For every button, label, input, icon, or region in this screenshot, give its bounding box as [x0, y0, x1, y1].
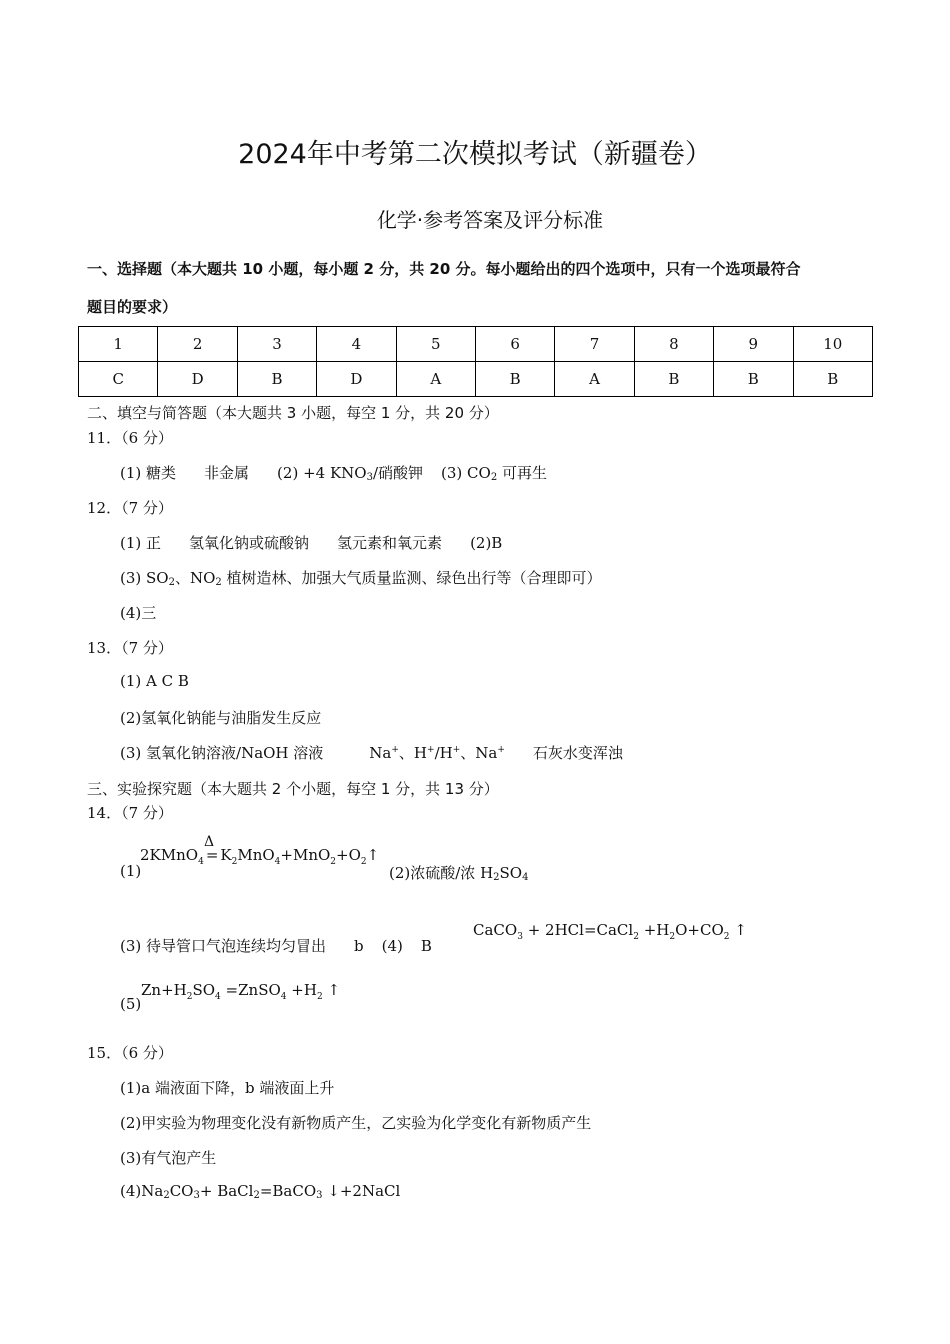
- subscript: 4: [215, 992, 221, 1002]
- answer-table-answer-row: [79, 362, 873, 397]
- table-cell: A: [396, 362, 475, 397]
- q13-label: 13．（7 分）: [87, 639, 173, 657]
- text-span: (2)B: [470, 534, 503, 552]
- q13-line1: (1) A C B: [120, 672, 189, 690]
- subscript: 2: [493, 872, 500, 883]
- superscript: +: [452, 745, 461, 755]
- text-span: (3) SO: [120, 569, 169, 587]
- text-span: 、Na: [460, 744, 498, 762]
- superscript: +: [427, 745, 435, 755]
- text-span: (4)Na: [120, 1182, 164, 1200]
- text-span: (3) CO: [441, 464, 491, 482]
- text-span: (4): [381, 937, 403, 955]
- text-span: SO: [192, 981, 216, 999]
- text-span: /H: [434, 744, 453, 762]
- text-span: =BaCO: [259, 1182, 317, 1200]
- text-span: 氢氧化钠或硫酸钠: [189, 534, 310, 552]
- table-cell: 10: [793, 327, 872, 362]
- section2-heading: 二、填空与简答题（本大题共 3 小题，每空 1 分，共 20 分）: [87, 404, 499, 422]
- subscript: 3: [316, 1190, 323, 1201]
- subscript: 2: [215, 577, 222, 588]
- text-span: (2)浓硫酸/浓 H: [389, 864, 494, 882]
- subscript: 2: [723, 932, 730, 942]
- text-span: 可再生: [497, 464, 547, 482]
- subscript: 4: [198, 857, 204, 867]
- subscript: 2: [316, 992, 323, 1002]
- text-span: +H: [638, 921, 670, 939]
- table-cell: 5: [396, 327, 475, 362]
- table-cell: 4: [317, 327, 396, 362]
- q14-line3-num: (5): [120, 995, 142, 1013]
- subscript: 2: [490, 472, 498, 483]
- table-cell: C: [79, 362, 158, 397]
- gas-arrow-icon: ↑: [322, 981, 341, 999]
- text-span: CaCO: [473, 921, 518, 939]
- subscript: 2: [163, 1190, 170, 1201]
- q14-line1-num: (1): [120, 862, 142, 880]
- section1-heading-cont: 题目的要求）: [87, 298, 178, 316]
- q14-equation-1: [140, 846, 379, 867]
- table-cell: D: [158, 362, 237, 397]
- text-span: K: [220, 846, 232, 864]
- table-cell: A: [555, 362, 634, 397]
- text-span: /硝酸钾: [372, 464, 424, 482]
- answer-table: [78, 326, 873, 397]
- subscript: 2: [231, 857, 238, 867]
- subscript: 4: [280, 992, 287, 1002]
- q15-line3: (3)有气泡产生: [120, 1149, 217, 1167]
- subscript: 4: [522, 872, 529, 883]
- text-span: (3) 氢氧化钠溶液/NaOH 溶液: [120, 744, 324, 762]
- text-span: O+CO: [675, 921, 724, 939]
- q15-line1: (1)a 端液面下降，b 端液面上升: [120, 1079, 335, 1097]
- answer-table-number-row: [79, 327, 873, 362]
- text-span: ↓+2NaCl: [322, 1182, 401, 1200]
- subscript: 2: [168, 577, 175, 588]
- subscript: 2: [253, 1190, 260, 1201]
- q14-equation-2: [473, 921, 747, 942]
- table-cell: B: [634, 362, 713, 397]
- table-cell: B: [475, 362, 554, 397]
- text-span: =ZnSO: [220, 981, 281, 999]
- subscript: 2: [330, 857, 337, 867]
- table-cell: 6: [475, 327, 554, 362]
- text-span: MnO: [237, 846, 275, 864]
- text-span: 石灰水变浑浊: [532, 744, 623, 762]
- gas-arrow-icon: ↑: [729, 921, 747, 939]
- q15-line4: [120, 1182, 400, 1200]
- q13-line3: [120, 742, 623, 763]
- gas-arrow-icon: ↑: [366, 846, 380, 864]
- text-span: +MnO: [280, 846, 331, 864]
- subscript: 2: [669, 932, 676, 942]
- section1-heading: 一、选择题（本大题共 10 小题，每小题 2 分，共 20 分。每小题给出的四个选项中，只有一个选项最符合: [87, 260, 801, 278]
- page-subtitle: 化学·参考答案及评分标准: [376, 208, 604, 232]
- subscript: 3: [517, 932, 523, 942]
- text-span: +H: [286, 981, 317, 999]
- heating-delta-symbol: Δ: [204, 834, 215, 850]
- subscript: 3: [193, 1190, 200, 1201]
- subscript: 2: [186, 992, 193, 1002]
- table-cell: 8: [634, 327, 713, 362]
- text-span: Na: [369, 744, 392, 762]
- table-cell: 2: [158, 327, 237, 362]
- text-span: +O: [336, 846, 361, 864]
- text-span: (1) 糖类: [120, 464, 177, 482]
- table-cell: B: [237, 362, 316, 397]
- text-span: (2) +4 KNO: [277, 464, 367, 482]
- text-span: =: [205, 846, 219, 864]
- q11-label: 11．（6 分）: [87, 429, 173, 447]
- text-span: 、NO: [174, 569, 216, 587]
- q14-label: 14．（7 分）: [87, 804, 173, 822]
- section3-heading: 三、实验探究题（本大题共 2 个小题，每空 1 分，共 13 分）: [87, 780, 499, 798]
- q12-line3: (4)三: [120, 604, 157, 622]
- text-span: Zn+H: [141, 981, 187, 999]
- text-span: 非金属: [204, 464, 250, 482]
- q13-line2: (2)氢氧化钠能与油脂发生反应: [120, 709, 322, 727]
- subscript: 3: [366, 472, 373, 483]
- table-cell: B: [793, 362, 872, 397]
- text-span: 植树造林、加强大气质量监测、绿色出行等（合理即可）: [221, 569, 602, 587]
- text-span: CO: [169, 1182, 194, 1200]
- page-title: 2024年中考第二次模拟考试（新疆卷）: [238, 139, 712, 170]
- q12-label: 12．（7 分）: [87, 499, 173, 517]
- subscript: 4: [274, 857, 281, 867]
- text-span: + BaCl: [199, 1182, 254, 1200]
- q12-line2: [120, 567, 602, 588]
- q12-line1: [120, 532, 502, 553]
- text-span: B: [420, 937, 432, 955]
- q14-line1-part2: [389, 862, 528, 883]
- subscript: 2: [633, 932, 639, 942]
- q14-line2: [120, 935, 432, 956]
- table-cell: D: [317, 362, 396, 397]
- table-cell: 9: [714, 327, 793, 362]
- q11-line1: [120, 462, 547, 483]
- text-span: 2KMnO: [140, 846, 199, 864]
- q15-label: 15．（6 分）: [87, 1044, 173, 1062]
- text-span: b: [354, 937, 364, 955]
- table-cell: 1: [79, 327, 158, 362]
- text-span: 氢元素和氧元素: [337, 534, 443, 552]
- subscript: 2: [360, 857, 367, 867]
- text-span: SO: [499, 864, 523, 882]
- text-span: + 2HCl=CaCl: [522, 921, 634, 939]
- text-span: (1) 正: [120, 534, 162, 552]
- table-cell: B: [714, 362, 793, 397]
- superscript: +: [497, 745, 505, 755]
- q15-line2: (2)甲实验为物理变化没有新物质产生，乙实验为化学变化有新物质产生: [120, 1114, 592, 1132]
- text-span: (3) 待导管口气泡连续均匀冒出: [120, 937, 327, 955]
- table-cell: 3: [237, 327, 316, 362]
- superscript: +: [391, 745, 399, 755]
- text-span: 、H: [398, 744, 428, 762]
- q14-equation-3: [141, 981, 340, 1002]
- table-cell: 7: [555, 327, 634, 362]
